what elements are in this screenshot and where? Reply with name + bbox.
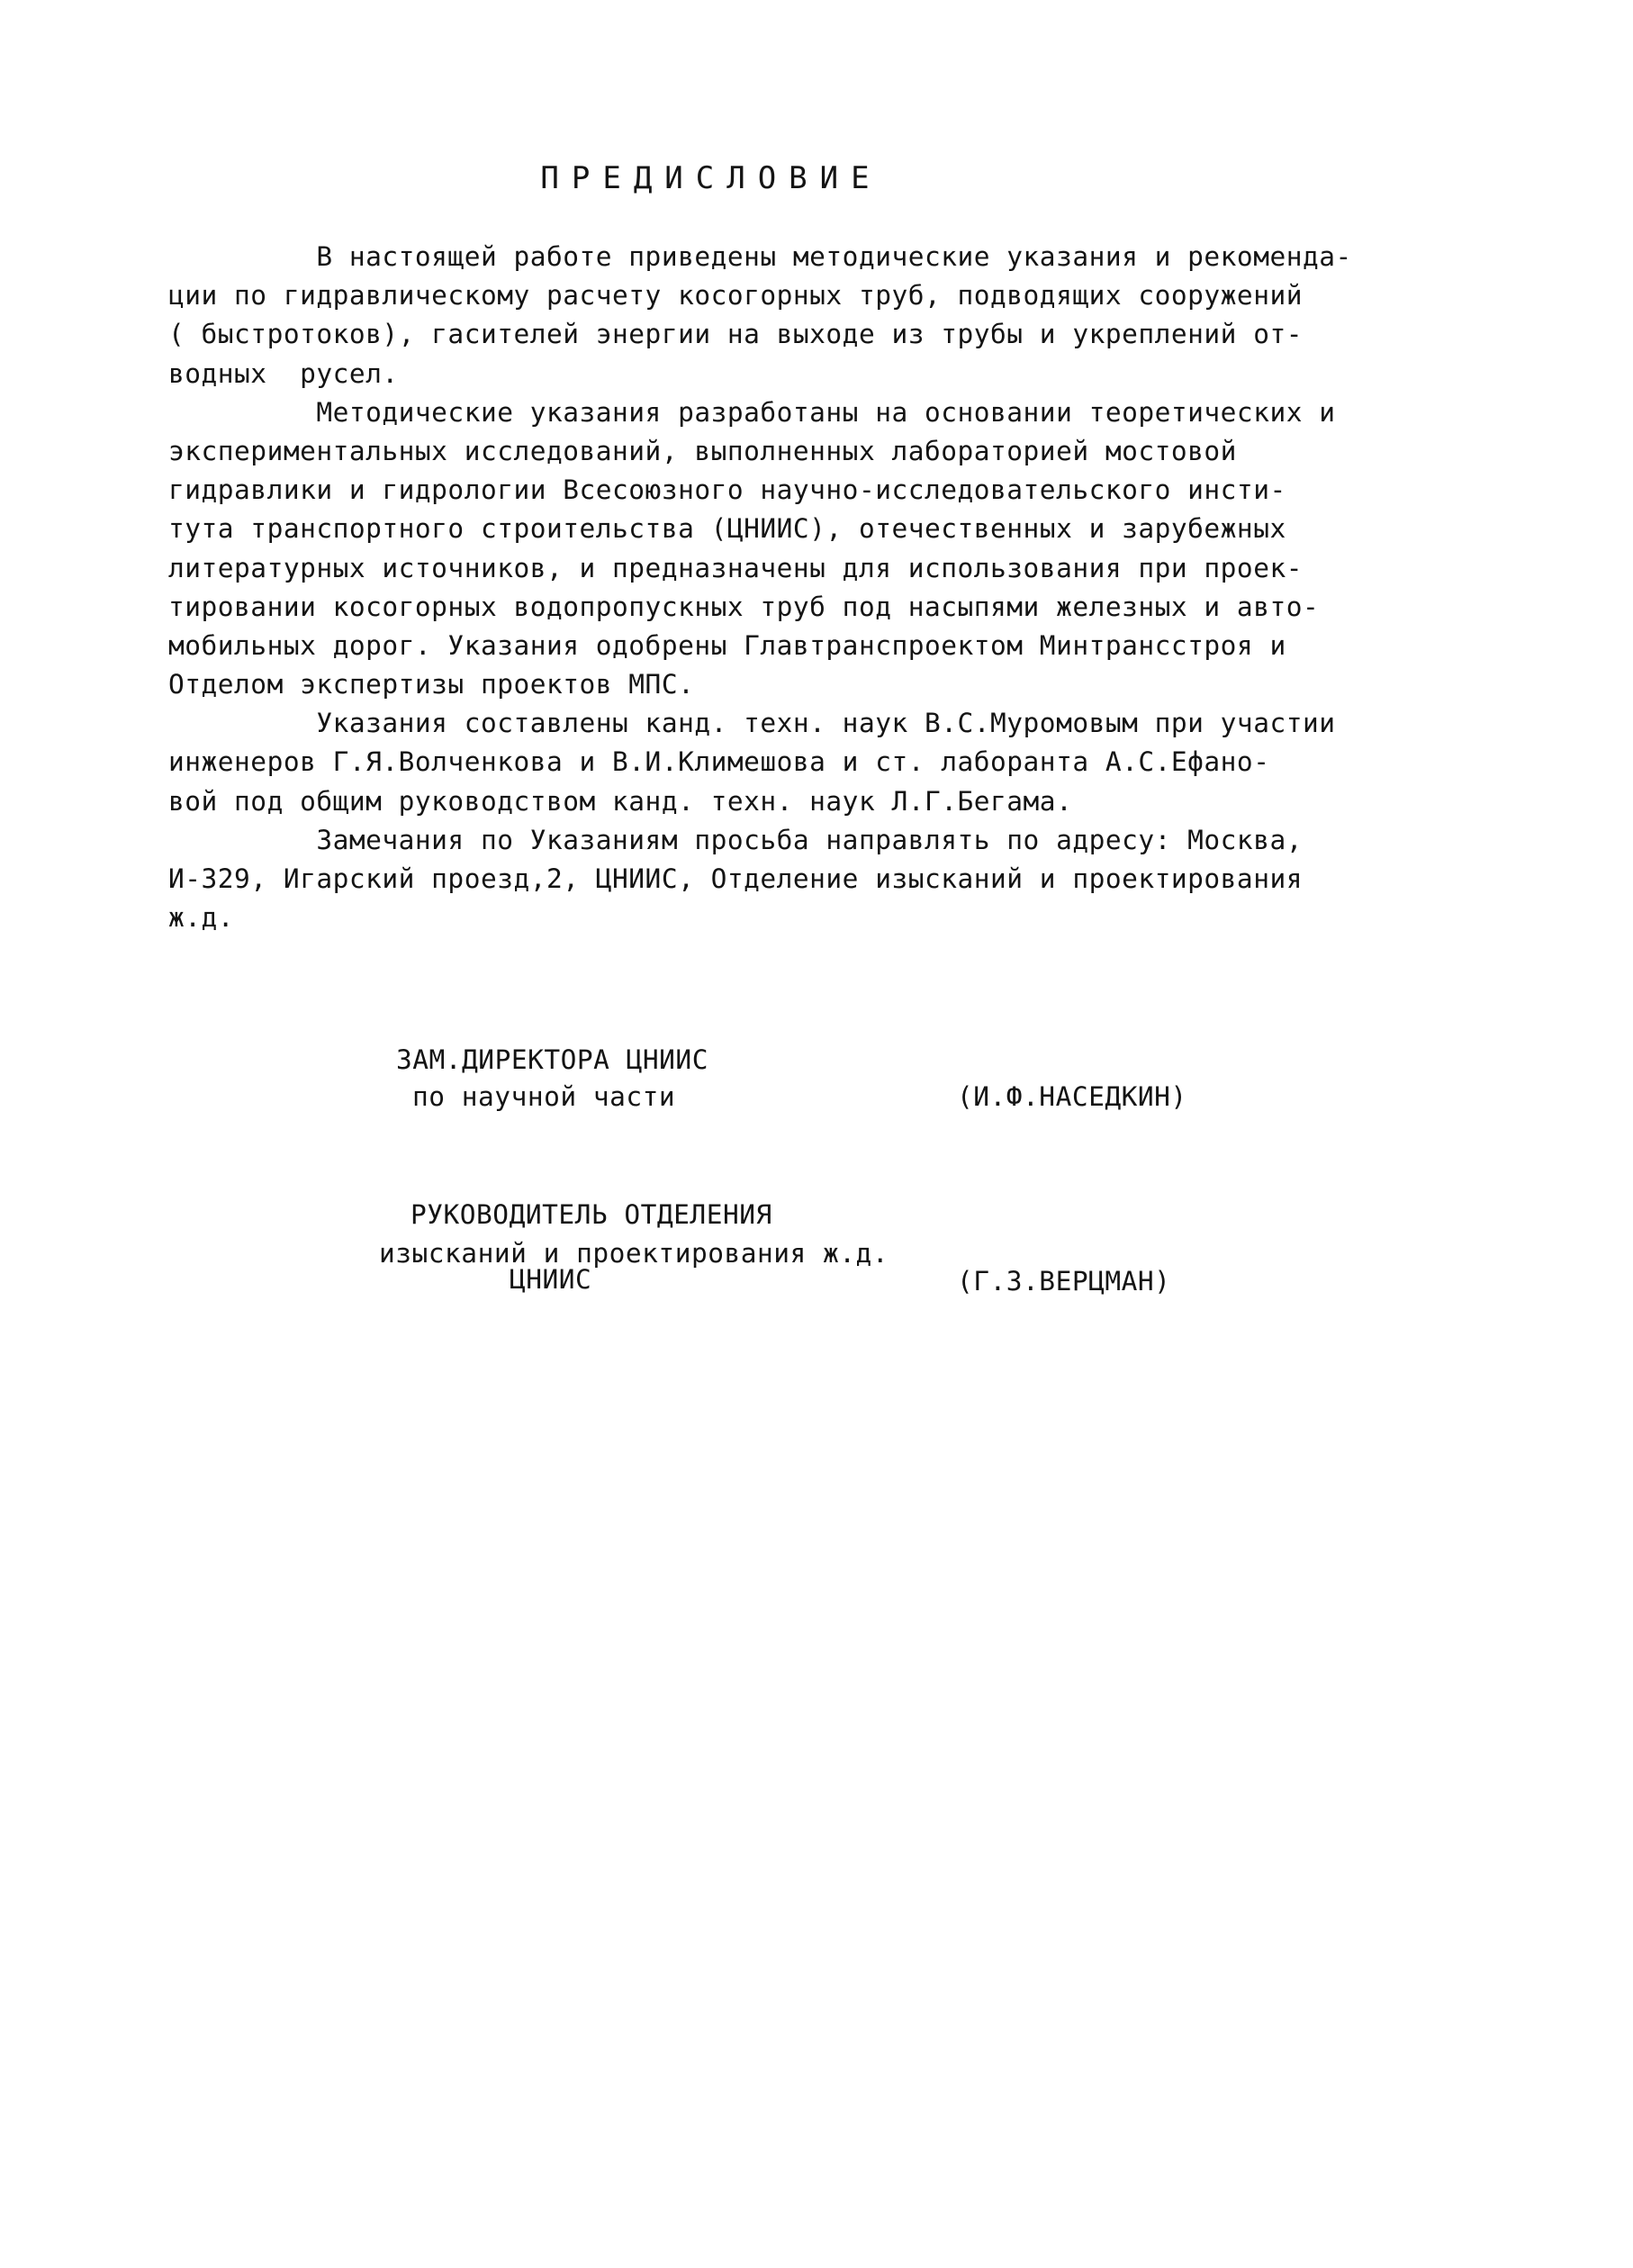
body-line: Замечания по Указаниям просьба направлять по адресу: Москва, xyxy=(168,824,1303,855)
preface-body xyxy=(168,238,1352,937)
body-line: Указания составлены канд. техн. наук В.С.Муромовым при участии xyxy=(168,708,1336,739)
body-line: В настоящей работе приведены методические указания и рекоменда- xyxy=(168,241,1352,272)
body-line: вой под общим руководством канд. техн. наук Л.Г.Бегама. xyxy=(168,785,1073,817)
signature-1-position-subtitle: по научной части xyxy=(412,1081,676,1112)
body-line: литературных источников, и предназначены для использования при проек- xyxy=(168,552,1303,583)
body-line: водных русел. xyxy=(168,357,399,389)
signature-2-name: (Г.З.ВЕРЦМАН) xyxy=(957,1266,1171,1297)
document-title: ПРЕДИСЛОВИЕ xyxy=(540,160,882,196)
body-line: мобильных дорог. Указания одобрены Главтранспроектом Минтрансстроя и xyxy=(168,629,1286,661)
signature-2-position-title: РУКОВОДИТЕЛЬ ОТДЕЛЕНИЯ xyxy=(411,1199,772,1230)
body-line: Отделом экспертизы проектов МПС. xyxy=(168,669,695,700)
signature-1-position-title: ЗАМ.ДИРЕКТОРА ЦНИИС xyxy=(396,1044,708,1075)
signature-2-organization: ЦНИИС xyxy=(510,1264,592,1295)
body-line: ции по гидравлическому расчету косогорных труб, подводящих сооружений xyxy=(168,280,1303,312)
signature-2-position-subtitle: изысканий и проектирования ж.д. xyxy=(379,1238,889,1269)
body-line: гидравлики и гидрологии Всесоюзного научно-исследовательского инсти- xyxy=(168,474,1286,506)
body-line: И-329, Игарский проезд,2, ЦНИИС, Отделение изысканий и проектирования xyxy=(168,863,1303,894)
body-line: экспериментальных исследований, выполненных лабораторией мостовой xyxy=(168,435,1237,466)
body-line: Методические указания разработаны на основании теоретических и xyxy=(168,396,1336,428)
body-line: ( быстротоков), гасителей энергии на выходе из трубы и укреплений от- xyxy=(168,319,1303,350)
body-line: ж.д. xyxy=(168,902,235,934)
signature-1-name: (И.Ф.НАСЕДКИН) xyxy=(957,1081,1187,1112)
body-line: тировании косогорных водопропускных труб под насыпями железных и авто- xyxy=(168,591,1320,622)
body-line: тута транспортного строительства (ЦНИИС), отечественных и зарубежных xyxy=(168,513,1286,545)
body-line: инженеров Г.Я.Волченкова и В.И.Климешова и ст. лаборанта А.С.Ефано- xyxy=(168,746,1270,778)
